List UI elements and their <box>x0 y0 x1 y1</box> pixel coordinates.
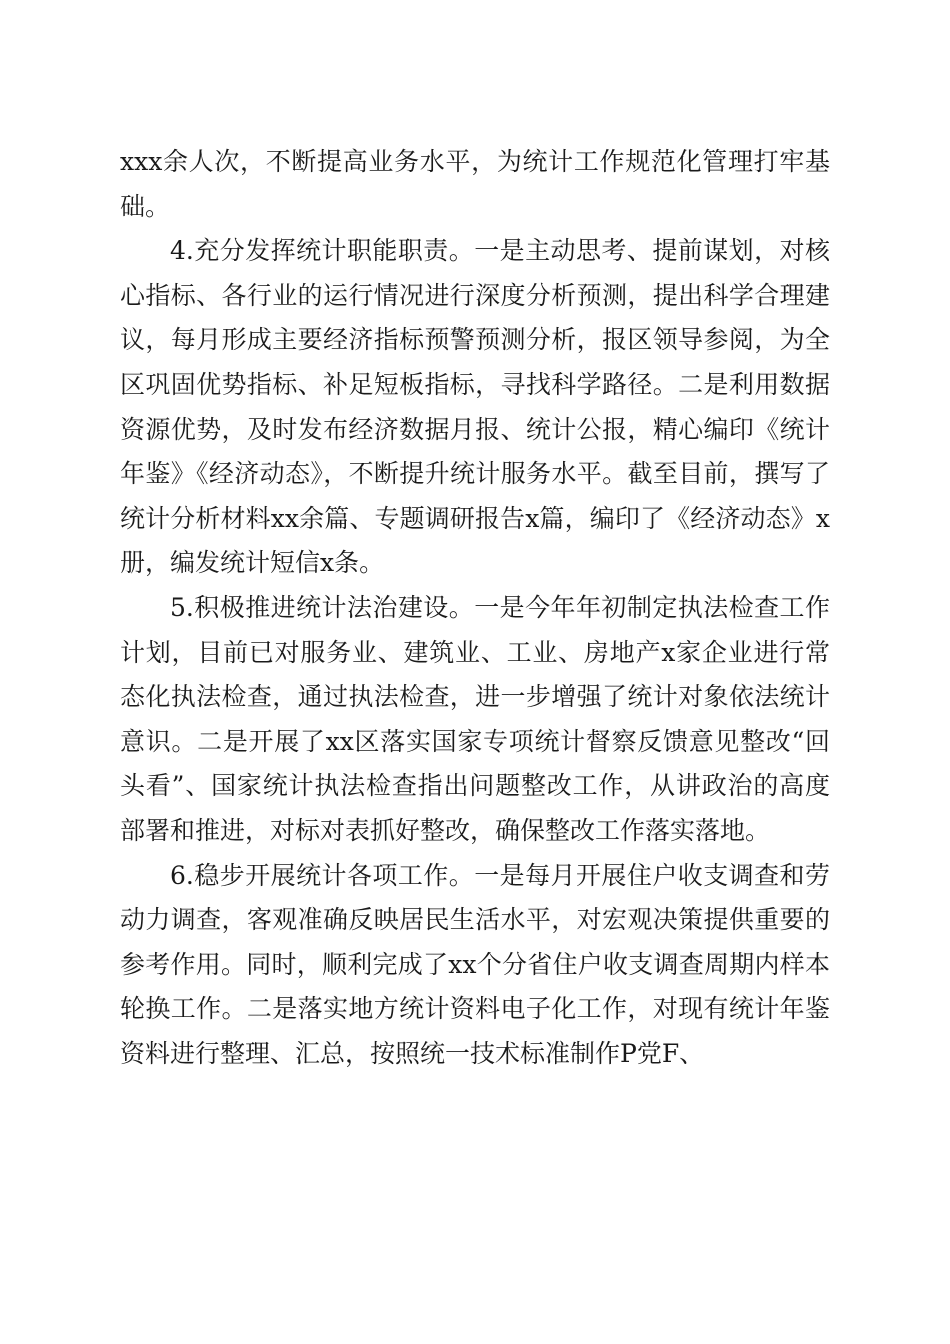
document-body <box>120 140 830 1076</box>
paragraph-item-4: 4.充分发挥统计职能职责。一是主动思考、提前谋划，对核心指标、各行业的运行情况进行深度分析预测，提出科学合理建议，每月形成主要经济指标预警预测分析，报区领导参阅，为全区巩固优势指标、补足短板指标，寻找科学路径。二是利用数据资源优势，及时发布经济数据月报、统计公报，精心编印《统计年鉴》《经济动态》，不断提升统计服务水平。截至目前，撰写了统计分析材料xx余篇、专题调研报告x篇，编印了《经济动态》x册，编发统计短信x条。 <box>120 236 830 578</box>
paragraph-item-5: 5.积极推进统计法治建设。一是今年年初制定执法检查工作计划，目前已对服务业、建筑业、工业、房地产x家企业进行常态化执法检查，通过执法检查，进一步增强了统计对象依法统计意识。二是开展了xx区落实国家专项统计督察反馈意见整改“回头看”、国家统计执法检查指出问题整改工作，从讲政治的高度部署和推进，对标对表抓好整改，确保整改工作落实落地。 <box>120 592 830 845</box>
paragraph-item-6: 6.稳步开展统计各项工作。一是每月开展住户收支调查和劳动力调查，客观准确反映居民生活水平，对宏观决策提供重要的参考作用。同时，顺利完成了xx个分省住户收支调查周期内样本轮换工作。二是落实地方统计资料电子化工作，对现有统计年鉴资料进行整理、汇总，按照统一技术标准制作P党F、 <box>120 860 830 1068</box>
paragraph-continuation: xxx余人次，不断提高业务水平，为统计工作规范化管理打牢基础。 <box>120 147 830 221</box>
